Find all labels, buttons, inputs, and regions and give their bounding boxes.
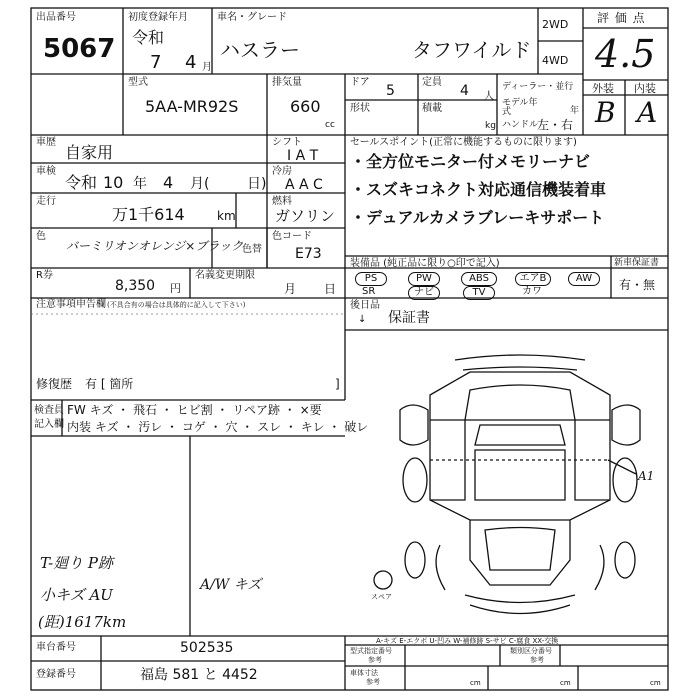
mileage-value: 万1千614 — [112, 205, 185, 224]
registration-year: 7 — [150, 52, 162, 73]
interior-label: 内装 — [634, 82, 656, 95]
warranty-value: 有・無 — [619, 278, 656, 292]
score-label: 評 価 点 — [597, 11, 646, 25]
mileage-label: 走行 — [36, 196, 56, 207]
inspection-month: 4 — [163, 173, 174, 192]
history-label: 車歴 — [36, 137, 56, 148]
size-cm-3: cm — [650, 679, 661, 687]
size-cm-2: cm — [560, 679, 571, 687]
registration-era: 令和 — [132, 28, 165, 47]
inspector-row-2: 内装 キズ ・ 汚レ ・ コゲ ・ 穴 ・ スレ ・ キレ ・ 破レ — [67, 420, 369, 434]
registration-month: 4 — [185, 52, 197, 73]
selling-point-2: ・スズキコネクト対応通信機装着車 — [350, 180, 607, 199]
displacement-value: 660 — [290, 97, 321, 116]
spare-label: スペア — [371, 593, 392, 601]
handle-value: 左・右 — [537, 118, 574, 132]
equip-sr: SR — [362, 286, 376, 297]
overall-score: 4.5 — [595, 32, 656, 76]
type-label: 型式 — [128, 77, 148, 88]
km-unit: km — [217, 209, 236, 223]
plate-label: 登録番号 — [36, 669, 76, 680]
recycle-label: R券 — [36, 270, 53, 281]
exterior-label: 外装 — [592, 82, 614, 95]
drive-2wd: 2WD — [542, 18, 569, 31]
car-name-label: 車名・グレード — [217, 12, 287, 23]
category-label: 類別区分番号 — [510, 647, 552, 655]
color-code-label: 色コード — [272, 231, 312, 242]
door-value: 5 — [386, 83, 395, 99]
plate-value: 福島 581 と 4452 — [140, 667, 258, 683]
ac-label: 冷房 — [272, 166, 292, 177]
size-label: 車体寸法 — [350, 669, 378, 677]
type-value: 5AA-MR92S — [145, 97, 239, 116]
size-ref: 参考 — [366, 678, 380, 686]
inspection-day: 日) — [247, 176, 267, 192]
accessory-mark: ↓ — [358, 314, 367, 325]
capacity-unit: 人 — [484, 91, 494, 102]
ac-value: A A C — [285, 177, 323, 193]
equip-abs: ABS — [461, 272, 497, 286]
damage-legend: A-キズ E-エクボ U-凹み W-補修跡 S-サビ C-腐食 XX-交換 — [376, 637, 559, 645]
equip-pw: PW — [408, 272, 440, 286]
equipment-label: 装備品 (純正品に限り○印で記入) — [350, 258, 500, 269]
shift-label: シフト — [272, 137, 302, 148]
title-month: 月 — [284, 282, 297, 296]
designation-ref: 参考 — [368, 656, 382, 664]
drive-4wd: 4WD — [542, 54, 569, 67]
color-label: 色 — [36, 231, 46, 242]
handle-label: ハンドル — [502, 120, 539, 130]
first-registration-label: 初度登録年月 — [128, 12, 188, 23]
history-value: 自家用 — [65, 143, 114, 162]
handwritten-note-3: (距)1617km — [38, 613, 127, 631]
lot-label: 出品番号 — [36, 12, 76, 23]
month-unit: 月 — [202, 62, 212, 73]
inspection-year: 10 — [103, 173, 124, 192]
inspection-label: 車検 — [36, 166, 56, 177]
title-day: 日 — [324, 282, 337, 296]
shift-value: I A T — [287, 148, 319, 164]
color-code-value: E73 — [295, 246, 322, 262]
chassis-label: 車台番号 — [36, 642, 76, 653]
inspector-label-1: 検査員 — [34, 405, 64, 416]
equip-navi: ナビ — [408, 286, 440, 300]
load-label: 積載 — [422, 103, 442, 114]
lot-number: 5067 — [43, 34, 116, 64]
inspection-month-unit: 月( — [190, 176, 210, 192]
selling-point-3: ・デュアルカメラブレーキサポート — [350, 208, 605, 227]
equip-tv: TV — [463, 286, 495, 300]
chassis-value: 502535 — [180, 640, 234, 656]
recycle-value: 8,350 — [115, 278, 156, 294]
recycle-unit: 円 — [170, 282, 181, 295]
repair-label: 修復歴 — [36, 377, 73, 391]
model-year-label: モデル年式 — [502, 98, 538, 117]
cc-unit: cc — [325, 120, 335, 130]
fuel-label: 燃料 — [272, 196, 292, 207]
size-cm-1: cm — [470, 679, 481, 687]
equip-aw: AW — [568, 272, 600, 286]
handwritten-note-2: 小キズ AU — [40, 586, 113, 604]
equip-leather: カワ — [522, 286, 542, 297]
accessories-label: 後日品 — [350, 300, 380, 311]
equip-airbag: エアB — [515, 272, 551, 286]
car-name: ハスラー — [220, 38, 300, 62]
year-unit: 年 — [570, 106, 580, 116]
dealer-label: ディーラー・並行 — [502, 82, 574, 92]
notes-label: 注意事項申告欄 — [36, 299, 106, 310]
handwritten-note-4: A/W キズ — [200, 577, 262, 593]
shape-label: 形状 — [350, 103, 370, 114]
diagram-mark: A1 — [638, 469, 655, 483]
accessory-item: 保証書 — [388, 310, 430, 326]
capacity-label: 定員 — [422, 77, 442, 88]
inspector-row-1: FW キズ ・ 飛石 ・ ヒビ割 ・ リペア跡 ・ ×要 — [67, 403, 322, 417]
equip-ps: PS — [355, 272, 387, 286]
displacement-label: 排気量 — [272, 77, 302, 88]
warranty-label: 新車保証書 — [614, 258, 660, 268]
selling-points-label: セールスポイント(正常に機能するものに限ります) — [350, 137, 577, 148]
handwritten-note-1: T-廻り P跡 — [40, 554, 114, 572]
exterior-grade: B — [595, 96, 616, 129]
car-grade: タフワイルド — [412, 38, 532, 62]
title-date-label: 名義変更期限 — [195, 270, 255, 281]
designation-label: 型式指定番号 — [350, 647, 392, 655]
color-change-label: 色替 — [242, 244, 262, 255]
door-label: ドア — [350, 77, 370, 88]
category-ref: 参考 — [530, 656, 544, 664]
interior-grade: A — [637, 96, 658, 129]
capacity-value: 4 — [460, 83, 469, 99]
repair-value: 有 [ 箇所 — [85, 377, 134, 391]
inspection-year-unit: 年 — [133, 176, 147, 192]
repair-close: ] — [335, 377, 340, 391]
notes-sub: (不具合有の場合は具体的に記入して下さい) — [107, 301, 246, 309]
inspector-label-2: 記入欄 — [34, 419, 64, 430]
kg-unit: kg — [485, 121, 496, 131]
selling-point-1: ・全方位モニター付メモリーナビ — [350, 152, 591, 171]
inspection-era: 令和 — [65, 173, 98, 192]
fuel-value: ガソリン — [275, 207, 336, 225]
color-value: バーミリオンオレンジ×ブラック — [66, 239, 244, 253]
